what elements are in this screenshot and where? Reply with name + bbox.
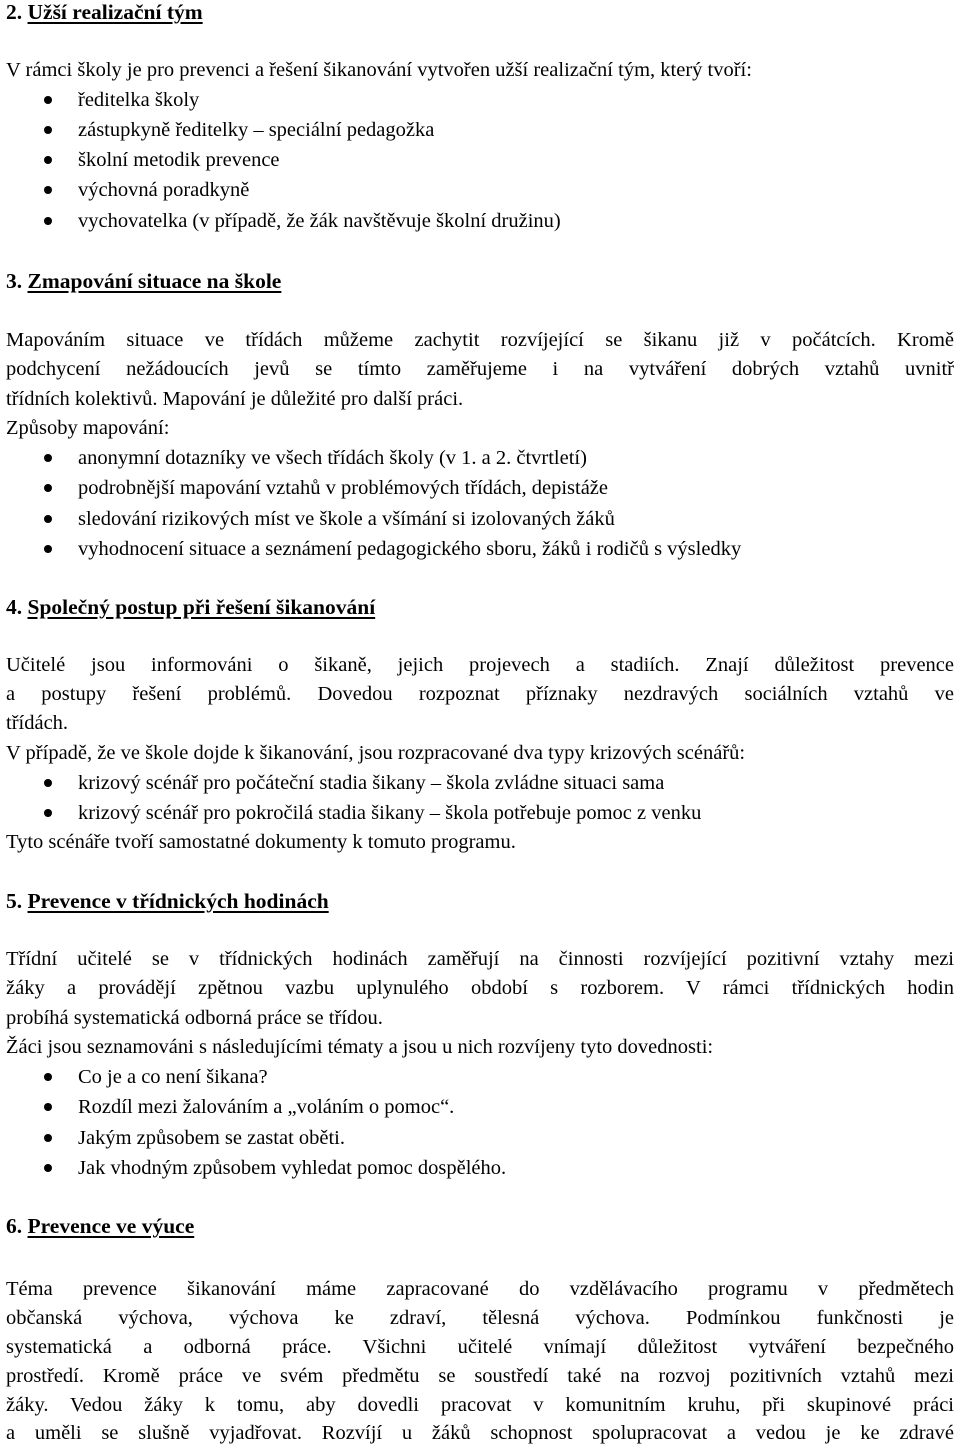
paragraph-line: občanská výchova, výchova ke zdraví, tělesná výchova. Podmínkou funkčnosti je [6, 1307, 954, 1329]
paragraph-line: systematická a odborná práce. Všichni učitelé vnímají důležitost vytváření bezpečného [6, 1336, 954, 1358]
bullet-icon [44, 1134, 52, 1142]
list-item-text: ředitelka školy [78, 89, 200, 111]
section-heading [6, 266, 954, 296]
paragraph-line: třídách. [6, 712, 69, 734]
list-item-text: výchovná poradkyně [78, 179, 250, 201]
bullet-icon [44, 96, 52, 104]
section-title: Zmapování situace na škole [27, 269, 282, 293]
bullet-icon [44, 1103, 52, 1111]
bullet-icon [44, 454, 52, 462]
paragraph-line: Žáci jsou seznamováni s následujícími tématy a jsou u nich rozvíjeny tyto dovednosti: [6, 1036, 714, 1058]
section-number: 4. [6, 595, 23, 619]
bullet-icon [44, 126, 52, 134]
paragraph-line: Učitelé jsou informováni o šikaně, jejich projevech a stadiích. Znají důležitost prevence [6, 654, 954, 676]
list-item-text: Rozdíl mezi žalováním a „voláním o pomoc“. [78, 1096, 455, 1118]
paragraph-line: podchycení nežádoucích jevů se tímto zaměřujeme i na vytváření dobrých vztahů uvnitř [6, 358, 954, 380]
section-title: Prevence v třídnických hodinách [27, 889, 329, 913]
bullet-icon [44, 545, 52, 553]
list-item-text: školní metodik prevence [78, 149, 280, 171]
paragraph-line: Tyto scénáře tvoří samostatné dokumenty k tomuto programu. [6, 831, 516, 853]
bullet-icon [44, 156, 52, 164]
paragraph-line: Mapováním situace ve třídách můžeme zachytit rozvíjející se šikanu již v počátcích. Kromě [6, 329, 954, 351]
list-item-text: podrobnější mapování vztahů v problémových třídách, depistáže [78, 477, 608, 499]
section-number: 3. [6, 269, 23, 293]
list-item-text: zástupkyně ředitelky – speciální pedagožka [78, 119, 435, 141]
paragraph-line: V případě, že ve škole dojde k šikanování, jsou rozpracované dva typy krizových scénářů: [6, 742, 746, 764]
section-number: 2. [6, 0, 23, 24]
list-item-text: krizový scénář pro pokročilá stadia šikany – škola potřebuje pomoc z venku [78, 802, 702, 824]
section-heading [6, 592, 954, 622]
list-item-text: vyhodnocení situace a seznámení pedagogického sboru, žáků i rodičů s výsledky [78, 538, 742, 560]
list-item-text: anonymní dotazníky ve všech třídách školy (v 1. a 2. čtvrtletí) [78, 447, 587, 469]
list-item-text: Jak vhodným způsobem vyhledat pomoc dospělého. [78, 1157, 507, 1179]
paragraph-line: třídních kolektivů. Mapování je důležité pro další práci. [6, 388, 464, 410]
paragraph-line: prostředí. Kromě práce ve svém předmětu se soustředí také na rozvoj pozitivních vztahů mezi [6, 1365, 954, 1387]
paragraph-line: Třídní učitelé se v třídnických hodinách zaměřují na činnosti rozvíjející pozitivní vztahy mezi [6, 948, 954, 970]
bullet-icon [44, 1073, 52, 1081]
list-item-text: Jakým způsobem se zastat oběti. [78, 1127, 346, 1149]
section-heading [6, 886, 954, 916]
section-heading [6, 1211, 954, 1241]
list-item-text: vychovatelka (v případě, že žák navštěvuje školní družinu) [78, 210, 561, 232]
bullet-icon [44, 217, 52, 225]
section-heading [6, 0, 954, 27]
paragraph-line: Způsoby mapování: [6, 417, 170, 439]
paragraph-line: žáky a provádějí zpětnou vazbu uplynulého období s rozborem. V rámci třídnických hodin [6, 977, 954, 999]
bullet-icon [44, 515, 52, 523]
section-title: Společný postup při řešení šikanování [27, 595, 376, 619]
paragraph-line: žáky. Vedou žáky k tomu, aby dovedli pracovat v komunitním kruhu, při skupinové práci [6, 1394, 954, 1416]
section-title: Prevence ve výuce [27, 1214, 195, 1238]
paragraph-line: V rámci školy je pro prevenci a řešení šikanování vytvořen užší realizační tým, který tvoří: [6, 59, 752, 81]
paragraph-line: probíhá systematická odborná práce se třídou. [6, 1007, 383, 1029]
bullet-icon [44, 809, 52, 817]
section-number: 6. [6, 1214, 23, 1238]
list-item-text: krizový scénář pro počáteční stadia šikany – škola zvládne situaci sama [78, 772, 665, 794]
bullet-icon [44, 186, 52, 194]
list-item-text: sledování rizikových míst ve škole a všímání si izolovaných žáků [78, 508, 615, 530]
paragraph-line: Téma prevence šikanování máme zapracované do vzdělávacího programu v předmětech [6, 1278, 954, 1300]
section-title: Užší realizační tým [27, 0, 203, 24]
bullet-icon [44, 779, 52, 787]
list-item-text: Co je a co není šikana? [78, 1066, 268, 1088]
bullet-icon [44, 1164, 52, 1172]
section-number: 5. [6, 889, 23, 913]
bullet-icon [44, 484, 52, 492]
paragraph-line: a uměli se slušně vyjadřovat. Rozvíjí u žáků schopnost spolupracovat a vedou je ke zdravé [6, 1422, 954, 1444]
paragraph-line: a postupy řešení problémů. Dovedou rozpoznat příznaky nezdravých sociálních vztahů ve [6, 683, 954, 705]
